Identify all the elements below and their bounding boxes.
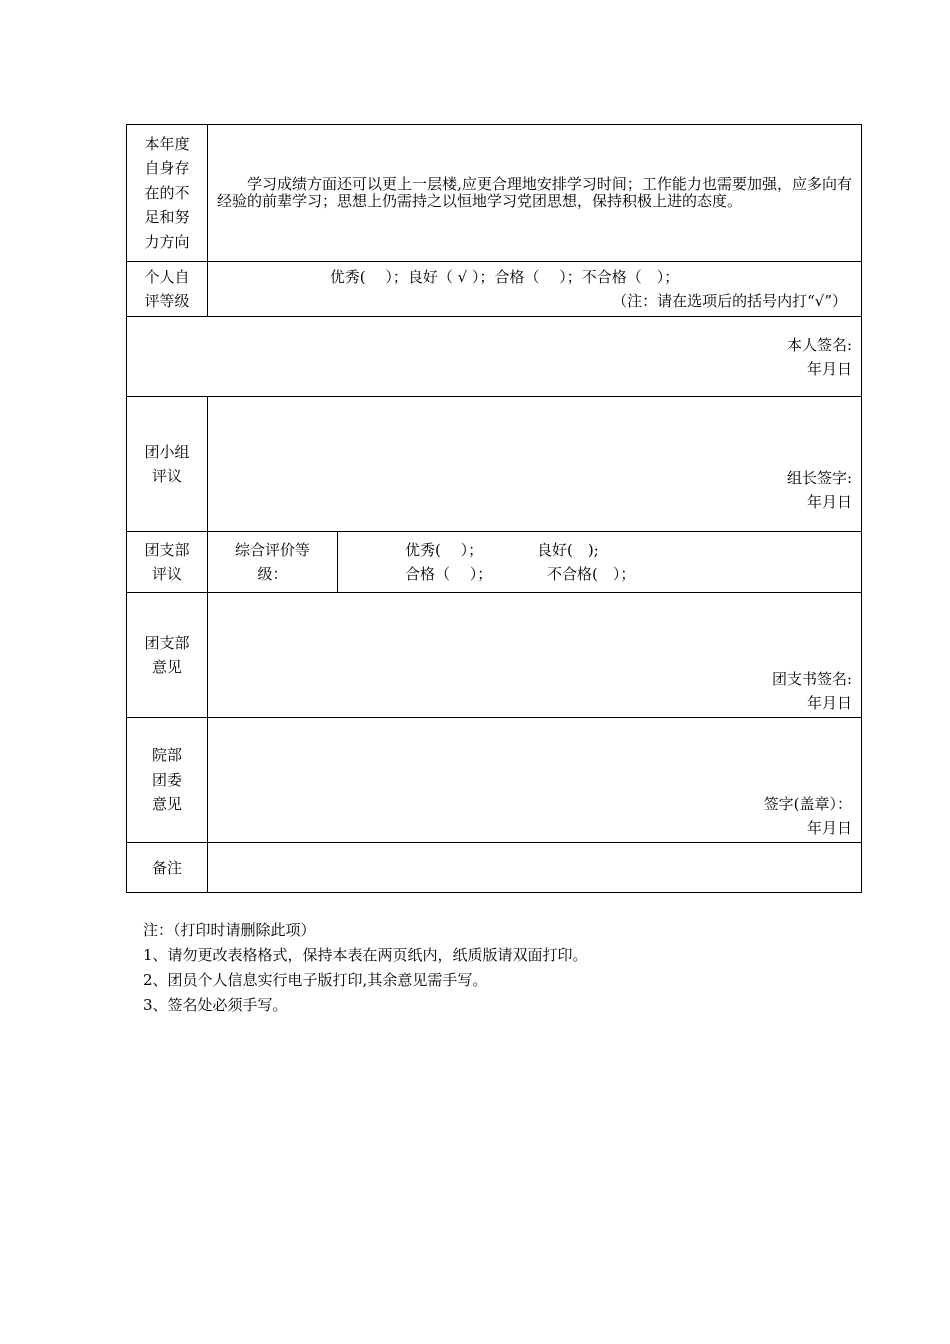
- branch-grade-pass: 合格（ ）；: [405, 565, 493, 583]
- row-shortcomings: [127, 125, 862, 262]
- self-grade-options: 优秀( ）；良好（ √ ）；合格（ ）；不合格（ ）；: [329, 268, 680, 286]
- branch-grade-cell[interactable]: [338, 532, 862, 593]
- branch-grade-excellent: 优秀( ）；: [405, 541, 484, 559]
- label-self-grade: 个人自评等级: [127, 262, 208, 317]
- self-sign-cell[interactable]: [127, 317, 862, 397]
- label-group-review: 团小组评议: [127, 397, 208, 532]
- shortcomings-text-cell[interactable]: [208, 125, 862, 262]
- label-remarks: 备注: [127, 843, 208, 893]
- self-grade-note: （注：请在选项后的括号内打“√”）: [612, 292, 847, 310]
- label-shortcomings: 本年度自身存在的不足和努力方向: [127, 125, 208, 262]
- college-signature-label: 签字(盖章）：: [763, 795, 852, 813]
- remarks-cell[interactable]: [208, 843, 862, 893]
- row-self-grade: [127, 262, 862, 317]
- group-review-date: 年月日: [806, 493, 852, 511]
- row-group-review: [127, 397, 862, 532]
- branch-secretary-signature-label: 团支书签名:: [771, 670, 852, 688]
- row-branch-opinion: [127, 593, 862, 718]
- label-comprehensive-grade: 综合评价等级：: [208, 532, 338, 593]
- label-branch-review: 团支部评议: [127, 532, 208, 593]
- self-grade-cell[interactable]: [208, 262, 862, 317]
- shortcomings-text: 学习成绩方面还可以更上一层楼,应更合理地安排学习时间；工作能力也需要加强，应多向有经验的前辈学习；思想上仍需持之以恒地学习党团思想，保持积极上进的态度。: [217, 175, 852, 210]
- college-opinion-cell[interactable]: [208, 718, 862, 843]
- self-signature-label: 本人签名:: [786, 335, 852, 354]
- notes-title: 注：（打印时请删除此项）: [143, 921, 316, 939]
- row-branch-review: [127, 532, 862, 593]
- label-college-opinion: 院部团委意见: [127, 718, 208, 843]
- branch-grade-good: 良好( );: [537, 541, 599, 559]
- note-item: 1、请勿更改表格格式，保持本表在两页纸内，纸质版请双面打印。: [143, 946, 588, 964]
- branch-grade-fail: 不合格( ）；: [547, 565, 636, 583]
- row-college-opinion: [127, 718, 862, 843]
- label-branch-opinion: 团支部意见: [127, 593, 208, 718]
- group-review-cell[interactable]: [208, 397, 862, 532]
- college-opinion-date: 年月日: [806, 819, 852, 837]
- evaluation-form: [126, 124, 862, 893]
- self-sign-date: 年月日: [806, 359, 852, 378]
- row-self-sign: [127, 317, 862, 397]
- branch-opinion-date: 年月日: [806, 694, 852, 712]
- note-item: 2、团员个人信息实行电子版打印,其余意见需手写。: [143, 971, 488, 989]
- row-remarks: [127, 843, 862, 893]
- print-notes: [143, 918, 588, 1018]
- group-leader-signature-label: 组长签字:: [786, 469, 852, 487]
- note-item: 3、签名处必须手写。: [143, 996, 288, 1014]
- branch-opinion-cell[interactable]: [208, 593, 862, 718]
